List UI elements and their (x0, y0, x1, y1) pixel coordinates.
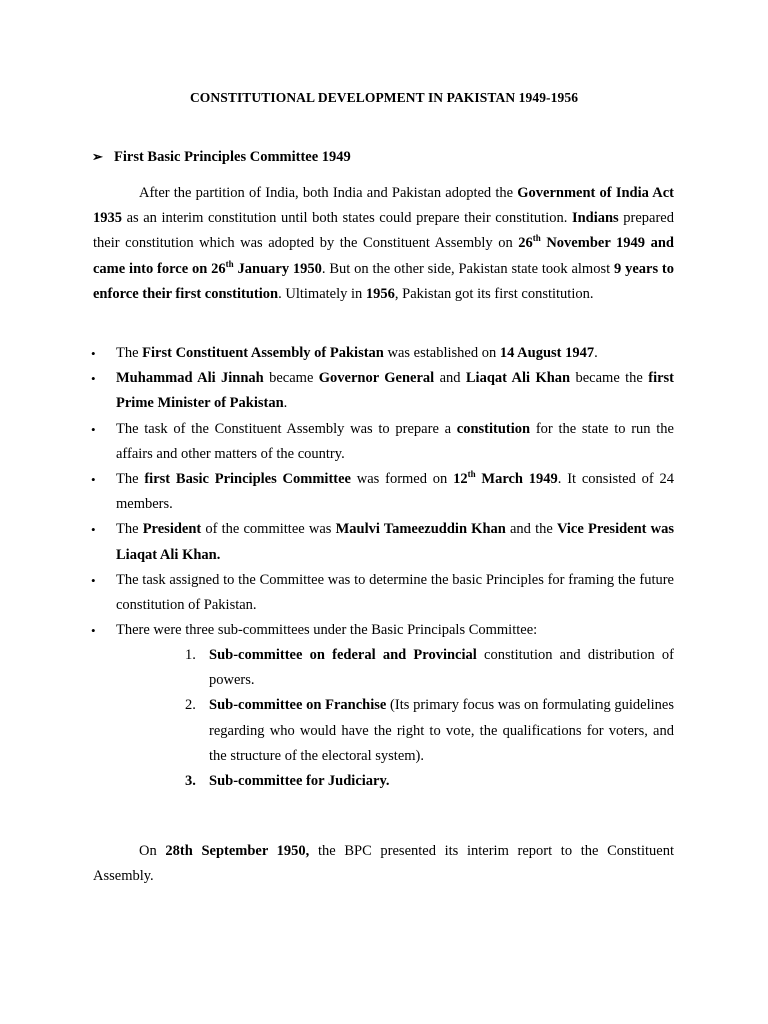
list-item: • The President of the committee was Maulvi Tameezuddin Khan and the Vice President was Liaqat Ali Khan. (93, 517, 674, 567)
bullet-list (93, 341, 674, 643)
bullet-icon: • (91, 472, 96, 488)
closing-paragraph: On 28th September 1950, the BPC presented its interim report to the Constituent Assembly. (93, 843, 674, 885)
bullet-icon: • (91, 421, 96, 437)
numbered-item: 1. Sub-committee on federal and Provincial constitution and distribution of powers. (185, 647, 674, 689)
list-item: • The task assigned to the Committee was to determine the basic Principles for framing the future constitution of Pakistan. (93, 568, 674, 618)
arrow-bullet-icon: ➢ (92, 149, 103, 164)
list-item: • The First Constituent Assembly of Pakistan was established on 14 August 1947. (93, 341, 674, 366)
list-item: • There were three sub-committees under the Basic Principals Committee: (93, 618, 674, 643)
list-item: • The first Basic Principles Committee was formed on 12th March 1949. It consisted of 24 members. (91, 469, 674, 513)
list-item: • The task of the Constituent Assembly was to prepare a constitution for the state to run the affairs and other matters of the country. (93, 417, 674, 467)
document-title: CONSTITUTIONAL DEVELOPMENT IN PAKISTAN 1949-1956 (189, 90, 579, 105)
intro-paragraph: After the partition of India, both India and Pakistan adopted the Government of India Act 1935 as an interim constitution until both states could prepare their constitution. Indians prepared their constitution which was adopted by the Constituent Assembly on 26th November 1949 and came into force on 26th January 1950. But on the other side, Pakistan state took almost 9 years to enforce their first constitution. Ultimately in 1956, Pakistan got its first constitution. (93, 185, 674, 302)
bullet-icon: • (91, 572, 96, 588)
list-item: • Muhammad Ali Jinnah became Governor General and Liaqat Ali Khan became the first Prime Minister of Pakistan. (93, 366, 674, 416)
bullet-icon: • (91, 522, 96, 538)
subcommittee-list (185, 643, 674, 794)
section-heading (92, 149, 351, 166)
bullet-icon: • (91, 623, 96, 639)
bullet-icon: • (91, 371, 96, 387)
numbered-item: 3. Sub-committee for Judiciary. (185, 773, 390, 790)
bullet-icon: • (91, 346, 96, 361)
section-heading-text: First Basic Principles Committee 1949 (114, 149, 351, 165)
numbered-item: 2. Sub-committee on Franchise (Its primary focus was on formulating guidelines regarding who would have the right to vote, the qualifications for voters, and the structure of the electoral system). (185, 697, 675, 764)
